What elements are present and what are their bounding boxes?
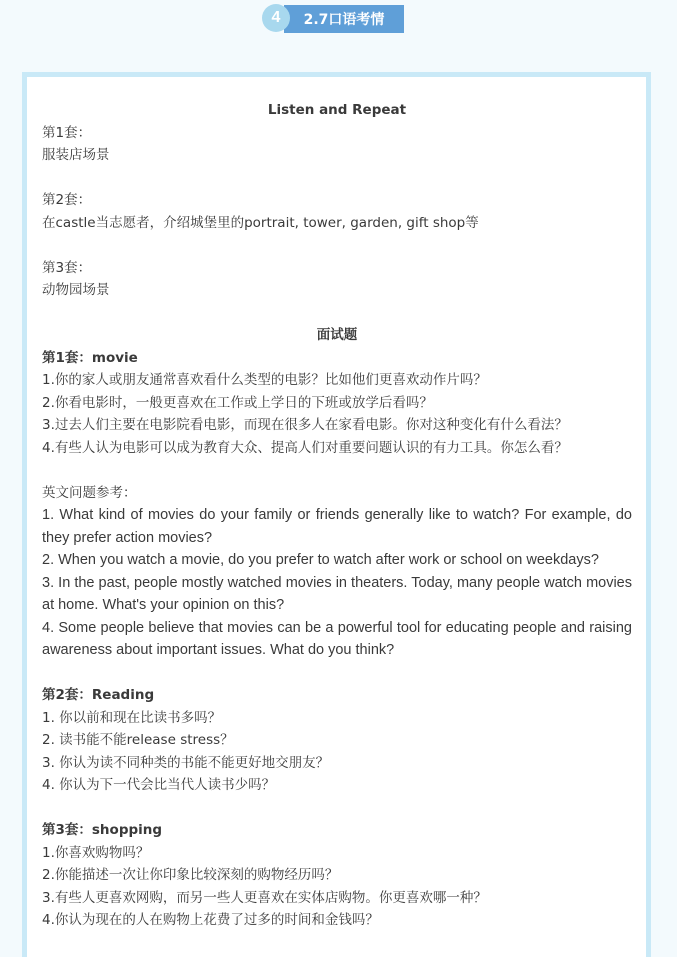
- listen-set-label: 第2套：: [42, 192, 92, 208]
- question-item: 4.你认为现在的人在购物上花费了过多的时间和金钱吗？: [42, 912, 379, 928]
- english-label: 英文问题参考：: [42, 484, 137, 501]
- question-item: 1.你喜欢购物吗？: [42, 844, 150, 861]
- question-item: 4.有些人认为电影可以成为教育大众、提高人们对重要问题认识的有力工具。你怎么看？: [42, 439, 568, 456]
- english-question: 1. What kind of movies do your family or friends generally like to watch? For example, do they prefer action movies?: [42, 507, 632, 546]
- question-item: 4. 你认为下一代会比当代人读书少吗？: [42, 777, 276, 793]
- listen-set-text: 服装店场景: [42, 147, 110, 163]
- content-panel: [22, 72, 651, 957]
- english-question: 2. When you watch a movie, do you prefer to watch after work or school on weekdays?: [42, 552, 599, 568]
- set1-title: 第1套：movie: [42, 349, 138, 366]
- set3-title: 第3套：shopping: [42, 822, 163, 838]
- question-item: 1. 你以前和现在比读书多吗？: [42, 709, 222, 726]
- question-item: 1.你的家人或朋友通常喜欢看什么类型的电影？比如他们更喜欢动作片吗？: [42, 372, 487, 388]
- interview-heading: 面试题: [316, 327, 358, 343]
- section-number-badge: 4: [262, 4, 290, 32]
- english-question: 4. Some people believe that movies can be a powerful tool for educating people and raising awareness about important issues. What do you think?: [42, 619, 632, 658]
- question-item: 3.过去人们主要在电影院看电影，而现在很多人在家看电影。你对这种变化有什么看法？: [42, 417, 568, 433]
- listen-set-label: 第3套：: [42, 259, 92, 276]
- set2-title: 第2套：Reading: [42, 687, 155, 703]
- question-item: 2. 读书能不能release stress？: [42, 732, 234, 748]
- listen-set-text: 动物园场景: [42, 282, 110, 298]
- question-item: 3.有些人更喜欢网购，而另一些人更喜欢在实体店购物。你更喜欢哪一种？: [42, 889, 487, 906]
- question-item: 2.你看电影时，一般更喜欢在工作或上学日的下班或放学后看吗？: [42, 394, 433, 411]
- listen-set-text: 在castle当志愿者，介绍城堡里的portrait, tower, garden, gift shop等: [42, 214, 479, 231]
- section-title: 2.7口语考情: [284, 5, 404, 33]
- question-item: 3. 你认为读不同种类的书能不能更好地交朋友？: [42, 754, 330, 771]
- listen-heading: Listen and Repeat: [267, 102, 407, 118]
- listen-set-label: 第1套：: [42, 124, 92, 141]
- question-item: 2.你能描述一次让你印象比较深刻的购物经历吗？: [42, 867, 339, 883]
- english-question: 3. In the past, people mostly watched movies in theaters. Today, many people watch movies at home. What's your opinion on this?: [42, 574, 632, 613]
- content-body: [42, 99, 632, 932]
